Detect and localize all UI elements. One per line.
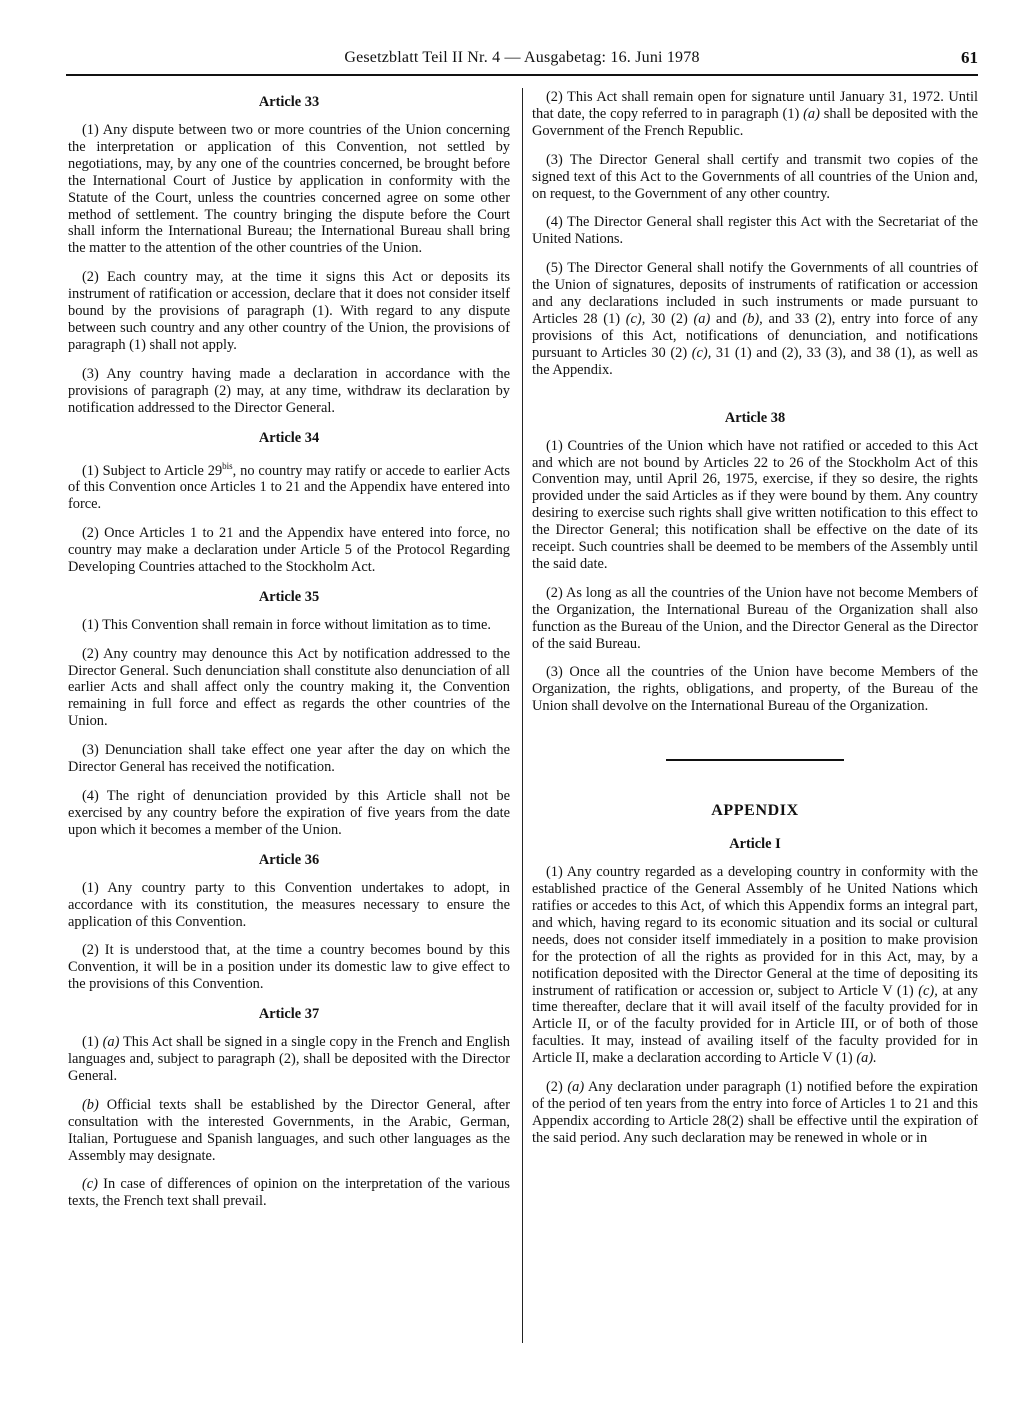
article-37-paragraph-4: (4) The Director General shall register this Act with the Secretariat of the United Nations. xyxy=(532,214,978,248)
article-37-p5-letter-b: (b), xyxy=(742,310,763,327)
article-37-p5-text-2: 30 (2) xyxy=(650,310,688,327)
article-33-paragraph-3: (3) Any country having made a declaration in accordance with the provisions of paragraph (2) may, at any time, withdraw its declaration by notification addressed to the Director General. xyxy=(68,365,510,416)
appendix-heading: APPENDIX xyxy=(711,802,799,820)
article-37-p1-text: This Act shall be signed in a single copy in the French and English languages and, subject to paragraph (2), shall be deposited with the Director General. xyxy=(68,1034,510,1084)
spacer xyxy=(532,391,978,405)
article-34-paragraph-2: (2) Once Articles 1 to 21 and the Appendix have entered into force, no country may make a declaration under Article 5 of the Protocol Regarding Developing Countries attached to the Stockholm Act. xyxy=(68,525,510,575)
article-37-p1-letter: (a) xyxy=(102,1034,120,1051)
article-37-p5-text-5: 31 (1) and (2), 33 (3), and 38 (1), as well as the Appendix. xyxy=(532,344,978,378)
appendix-p2-number: (2) xyxy=(546,1079,563,1096)
appendix-p1-text-2: at any time thereafter, declare that it will avail itself of the faculty provided for in Article II, or of the faculty provided for in Article III, or of both of those faculties. It may, instead of availing itself of the faculty provided for in Article II, make a declaration according to Article V (1) xyxy=(532,982,978,1067)
article-38-paragraph-1: (1) Countries of the Union which have not ratified or acceded to this Act and which are not bound by Articles 22 to 26 of the Stockholm Act of this Convention may, until April 26, 1975, exercise, if they so desire, the rights provided under the said Articles as if they were bound by them. Any country desiring to exercise such rights shall give written notification to this effect to the Director General; this notification shall be effective on the date of its receipt. Such countries shall be deemed to be members of the Assembly until the said date. xyxy=(532,437,978,572)
article-34-paragraph-1 xyxy=(68,458,510,514)
article-36-heading: Article 36 xyxy=(258,851,320,868)
appendix-article-1-paragraph-1 xyxy=(532,864,978,1067)
article-37-p5-letter-a: (a) xyxy=(693,310,711,327)
article-37-heading: Article 37 xyxy=(258,1006,320,1023)
appendix-p2-letter: (a) xyxy=(567,1079,585,1096)
appendix-p1-text-1: (1) Any country regarded as a developing country in conformity with the established practice of the General Assembly of he United Nations which ratifies or accedes to this Act, of which this Appendix forms an integral part, and which, having regard to its economic situation and its social or cultural needs, does not consider itself immediately in a position to make provision for the protection of all the rights as provided for in this Act, may, by a notification deposited with the Director General at the time of depositing its instrument of ratification or accession or, subject to Article V (1) xyxy=(532,864,978,999)
article-37-p1-number: (1) xyxy=(82,1034,99,1051)
article-37-p5-letter-c1: (c), xyxy=(625,310,646,327)
article-35-paragraph-3: (3) Denunciation shall take effect one year after the day on which the Director General has received the notification. xyxy=(68,742,510,776)
appendix-article-1-paragraph-2 xyxy=(532,1079,978,1147)
article-37-p5-text-4: and 33 (2), entry into force of any provisions of this Act, notifications of denunciation, and notifications pursuant to Articles 30 (2) xyxy=(532,310,978,361)
article-37-p2-letter: (a) xyxy=(803,105,820,122)
article-38-paragraph-3: (3) Once all the countries of the Union have become Members of the Organization, the rights, obligations, and property, of the Bureau of the Union shall devolve on the International Bureau of the Organization. xyxy=(532,664,978,715)
header-title: Gesetzblatt Teil II Nr. 4 — Ausgabetag: 16. Juni 1978 xyxy=(344,49,700,66)
article-37-p1c-text: In case of differences of opinion on the interpretation of the various texts, the French text shall prevail. xyxy=(68,1176,510,1210)
article-36-paragraph-1: (1) Any country party to this Convention undertakes to adopt, in accordance with its constitution, the measures necessary to ensure the application of this Convention. xyxy=(68,879,510,930)
article-38-heading: Article 38 xyxy=(724,409,786,426)
article-37-p1b-text: Official texts shall be established by the Director General, after consultation with the interested Governments, in the Arabic, German, Italian, Portuguese and Spanish languages, and such other languages as the Assembly may designate. xyxy=(68,1096,510,1164)
article-36-paragraph-2: (2) It is understood that, at the time a country becomes bound by this Convention, it will be in a position under its domestic law to give effect to the provisions of this Convention. xyxy=(68,942,510,993)
appendix-article-1-heading: Article I xyxy=(729,836,781,853)
article-33-paragraph-1: (1) Any dispute between two or more countries of the Union concerning the interpretation or application of this Convention, not settled by negotiations, may, by any one of the countries concerned, be brought before the International Court of Justice by application in conformity with the Statute of the Court, unless the countries concerned agree on some other method of settlement. The country bringing the dispute before the Court shall inform the International Bureau; the International Bureau shall bring the matter to the attention of the other countries of the Union. xyxy=(68,122,510,257)
article-34-p1-end: , no country may ratify or accede to earlier Acts of this Convention once Articles 1 to 21 and the Appendix have entered into force. xyxy=(68,462,510,513)
article-37-p1b-letter: (b) xyxy=(82,1096,99,1113)
article-35-heading: Article 35 xyxy=(258,588,320,605)
article-35-paragraph-2: (2) Any country may denounce this Act by notification addressed to the Director General. Such denunciation shall constitute also denunciation of all earlier Acts and shall affect only the country making it, the Convention remaining in full force and effect as regards the other countries of the Union. xyxy=(68,645,510,730)
article-33-paragraph-2: (2) Each country may, at the time it signs this Act or deposits its instrument of ratification or accession, declare that it does not consider itself bound by the provisions of paragraph (1). With regard to any dispute between such country and any other country of the Union, the provisions of paragraph (1) shall not apply. xyxy=(68,269,510,353)
article-37-p1c-letter: (c) xyxy=(82,1176,98,1193)
article-37-paragraph-3: (3) The Director General shall certify and transmit two copies of the signed text of this Act to the Governments of all countries of the Union and, on request, to the Government of any other country. xyxy=(532,151,978,202)
appendix-p1-letter-a: (a). xyxy=(856,1050,877,1067)
article-37-p2-text-1: (2) This Act shall remain open for signature until January 31, 1972. Until that date, the copy referred to in paragraph (1) xyxy=(532,89,978,122)
article-34-heading: Article 34 xyxy=(258,429,320,446)
article-37-paragraph-2 xyxy=(532,89,978,140)
article-37-p5-text-1: (5) The Director General shall notify the Governments of all countries of the Union of signatures, deposits of instruments of ratification or accession and any declarations included in such instruments or made pursuant to Articles 28 (1) xyxy=(532,260,978,327)
page-number: 61 xyxy=(961,48,978,67)
article-33-heading: Article 33 xyxy=(258,94,320,110)
article-35-paragraph-4: (4) The right of denunciation provided by this Article shall not be exercised by any country before the expiration of five years from the date upon which it becomes a member of the Union. xyxy=(68,787,510,838)
article-38-paragraph-2: (2) As long as all the countries of the Union have not become Members of the Organization, the International Bureau of the Organization shall also function as the Bureau of the Union, and the Director General as the Director of the said Bureau. xyxy=(532,584,978,652)
right-column xyxy=(532,89,978,1159)
article-37-p5-letter-c2: (c), xyxy=(691,344,712,361)
left-column xyxy=(68,89,510,1222)
article-34-p1-start: (1) Subject to Article 29 xyxy=(82,462,223,479)
article-37-paragraph-1b xyxy=(68,1097,510,1165)
page-header xyxy=(66,47,978,71)
article-37-paragraph-1a xyxy=(68,1034,510,1085)
article-34-p1-superscript: bis xyxy=(222,460,233,471)
appendix-divider xyxy=(666,759,844,761)
appendix-p1-letter-c: (c), xyxy=(918,982,938,999)
article-37-p2-text-2: shall be deposited with the Government of the French Republic. xyxy=(532,105,978,139)
article-37-paragraph-1c xyxy=(68,1176,510,1210)
article-37-paragraph-5 xyxy=(532,260,978,378)
article-37-p5-text-3: and xyxy=(715,310,737,327)
article-35-paragraph-1: (1) This Convention shall remain in force without limitation as to time. xyxy=(82,616,492,633)
appendix-p2-text: Any declaration under paragraph (1) notified before the expiration of the period of ten years from the entry into force of Articles 1 to 21 and this Appendix according to Article 28(2) shall be effective until the expiration of the said period. Any such declaration may be renewed in whole or in xyxy=(532,1079,978,1146)
column-divider xyxy=(522,88,523,1343)
header-rule xyxy=(66,74,978,76)
